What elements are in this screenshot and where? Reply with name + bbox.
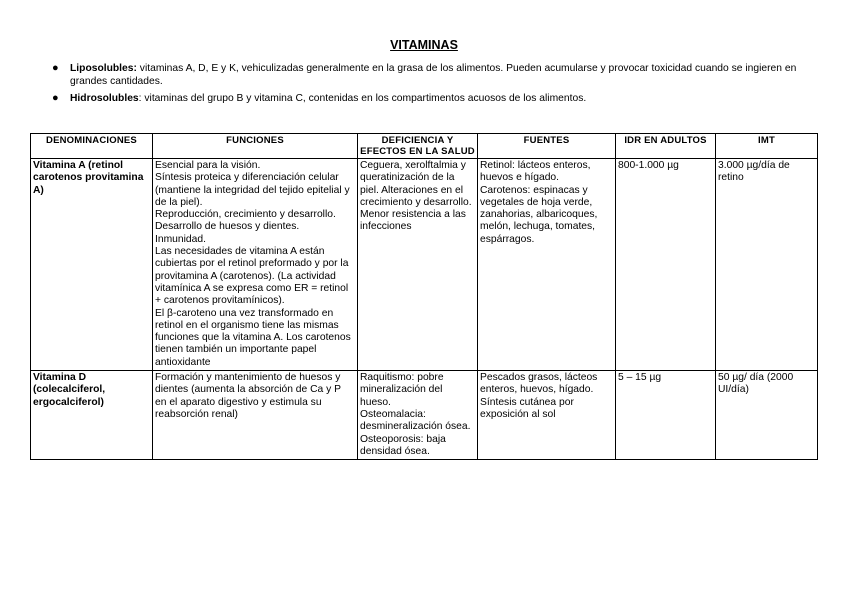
- function-line: Desarrollo de huesos y dientes.: [155, 221, 300, 233]
- sources-cell: [478, 371, 616, 460]
- bullet-text: : vitaminas del grupo B y vitamina C, contenidas en los compartimentos acuosos de los alimentos.: [138, 93, 587, 104]
- header-denominaciones: DENOMINACIONES: [31, 134, 153, 159]
- table-row: [31, 371, 818, 460]
- bullet-label: Hidrosolubles: [70, 93, 139, 104]
- functions-cell: [153, 371, 358, 460]
- vitamin-name: Vitamina D (colecalciferol, ergocalciferol): [31, 371, 153, 460]
- deficiency-line: Osteoporosis: baja densidad ósea.: [360, 433, 446, 457]
- vitamin-classification-list: [52, 62, 817, 109]
- function-line: Reproducción, crecimiento y desarrollo.: [155, 209, 336, 221]
- source-line: Retinol: lácteos enteros, huevos e hígado.: [480, 160, 591, 184]
- deficiency-line: Ceguera, xerolftalmia y queratinización de la piel. Alteraciones en el crecimiento y desarrollo. Menor resistencia a las infecciones: [360, 160, 472, 233]
- table-header-row: [31, 134, 818, 159]
- source-line: Pescados grasos, lácteos enteros, huevos, hígado. Síntesis cutánea por exposición al sol: [480, 372, 598, 420]
- bullet-icon: ●: [52, 92, 59, 104]
- idr-cell: 5 – 15 µg: [616, 371, 716, 460]
- idr-cell: 800-1.000 µg: [616, 159, 716, 371]
- header-idr: IDR EN ADULTOS: [616, 134, 716, 159]
- sources-cell: [478, 159, 616, 371]
- document-title: VITAMINAS: [390, 38, 458, 52]
- deficiency-line: Raquitismo: pobre mineralización del hueso.: [360, 372, 444, 408]
- vitamin-name: Vitamina A (retinol carotenos provitamina A): [31, 159, 153, 371]
- deficiency-line: Osteomalacia: desmineralización ósea.: [360, 408, 471, 433]
- header-funciones: FUNCIONES: [153, 134, 358, 159]
- function-line: Formación y mantenimiento de huesos y dientes (aumenta la absorción de Ca y P en el aparato digestivo y estimula su reabsorción renal): [155, 372, 341, 420]
- function-line: El β-caroteno una vez transformado en retinol en el organismo tiene las mismas funciones que la vitamina A. Los carotenos tienen también un importante papel antioxidante: [155, 307, 351, 368]
- bullet-label: Liposolubles:: [70, 63, 137, 74]
- function-line: Síntesis proteica y diferenciación celular (mantiene la integridad del tejido epitelial y de la piel).: [155, 172, 350, 208]
- function-line: Inmunidad.: [155, 233, 206, 245]
- header-fuentes: FUENTES: [478, 134, 616, 159]
- function-line: Esencial para la visión.: [155, 160, 261, 171]
- bullet-text: vitaminas A, D, E y K, vehiculizadas generalmente en la grasa de los alimentos. Pueden acumularse y provocar toxicidad cuando se ingieren en grandes cantidades.: [70, 63, 797, 87]
- functions-cell: [153, 159, 358, 371]
- list-item-liposolubles: [52, 62, 817, 88]
- function-line: Las necesidades de vitamina A están cubiertas por el retinol preformado y por la provitamina A (carotenos). (La actividad vitamínica A se expresa como ER = retinol + carotenos provitamínicos).: [155, 246, 349, 307]
- source-line: Carotenos: espinacas y vegetales de hoja verde, zanahorias, albaricoques, melón, lechuga, tomates, espárragos.: [480, 184, 598, 245]
- header-imt: IMT: [716, 134, 818, 159]
- table-row: [31, 159, 818, 371]
- deficiency-cell: [358, 159, 478, 371]
- list-item-hidrosolubles: [52, 92, 817, 105]
- bullet-icon: ●: [52, 62, 59, 74]
- vitamins-table: [30, 133, 818, 460]
- deficiency-cell: [358, 371, 478, 460]
- header-deficiencia: DEFICIENCIA Y EFECTOS EN LA SALUD: [358, 134, 478, 159]
- imt-cell: 50 µg/ día (2000 UI/día): [716, 371, 818, 460]
- imt-cell: 3.000 µg/día de retino: [716, 159, 818, 371]
